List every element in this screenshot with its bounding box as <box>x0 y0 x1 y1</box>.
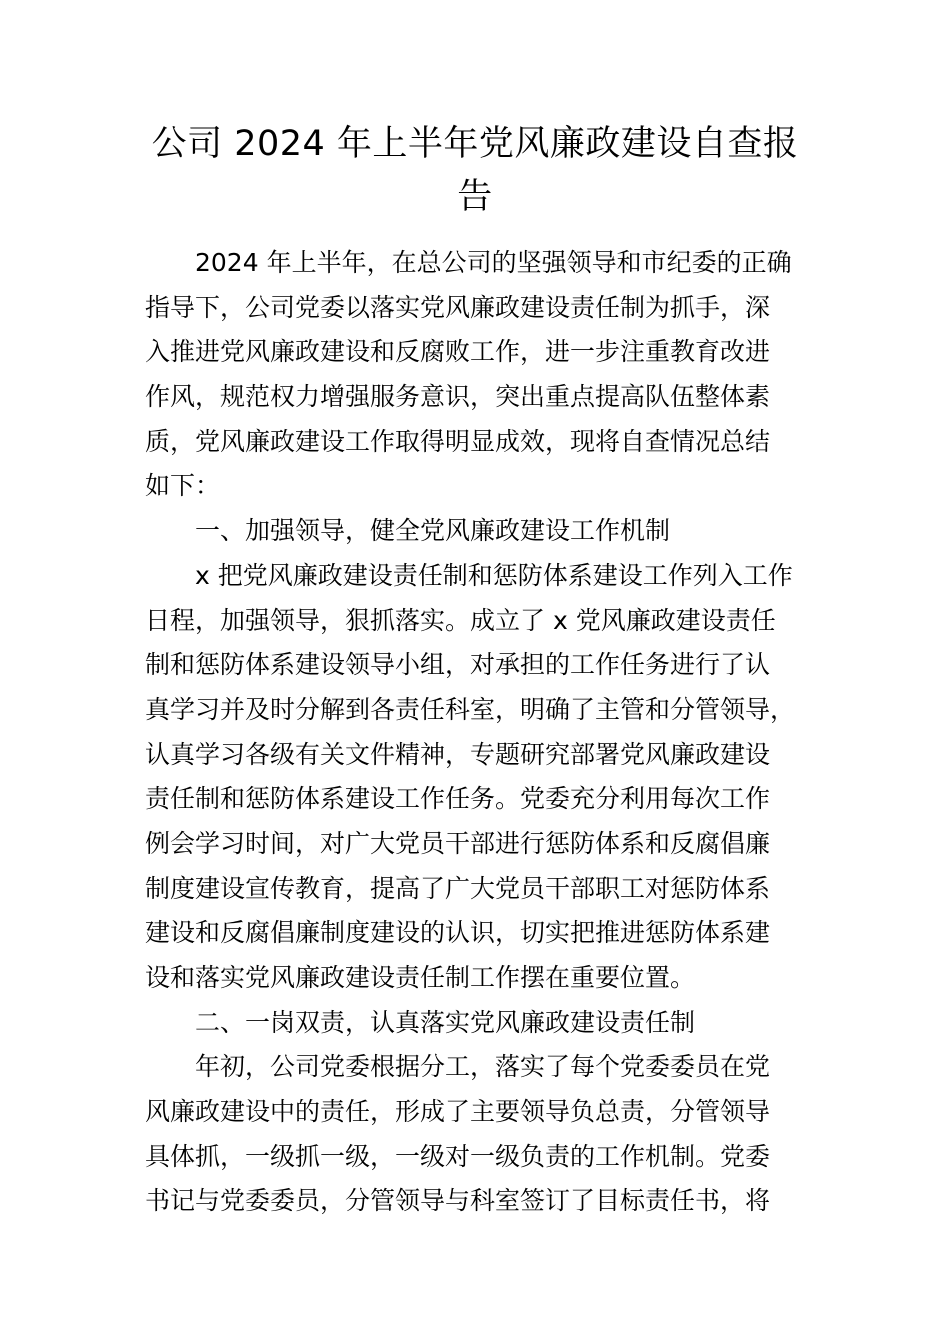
paragraph-line: 如下： <box>145 471 221 501</box>
document-title <box>140 118 810 224</box>
paragraph-line: 作风，规范权力增强服务意识，突出重点提高队伍整体素 <box>145 382 771 412</box>
paragraph-line: x 把党风廉政建设责任制和惩防体系建设工作列入工作 <box>195 560 793 590</box>
paragraph-line: 年初，公司党委根据分工，落实了每个党委委员在党 <box>195 1052 771 1082</box>
paragraph-line: 认真学习各级有关文件精神，专题研究部署党风廉政建设 <box>145 739 771 769</box>
paragraph-line: 具体抓，一级抓一级，一级对一级负责的工作机制。党委 <box>145 1141 771 1171</box>
paragraph-line: 建设和反腐倡廉制度建设的认识，切实把推进惩防体系建 <box>145 918 771 948</box>
paragraph-line: 制和惩防体系建设领导小组，对承担的工作任务进行了认 <box>145 650 771 680</box>
paragraph-line: 设和落实党风廉政建设责任制工作摆在重要位置。 <box>145 963 696 992</box>
title-line-1: 公司 2024 年上半年党风廉政建设自查报 <box>151 124 799 164</box>
paragraph-line: 责任制和惩防体系建设工作任务。党委充分利用每次工作 <box>145 784 771 814</box>
paragraph-line: 指导下，公司党委以落实党风廉政建设责任制为抓手，深 <box>145 292 771 322</box>
paragraph-line: 书记与党委委员，分管领导与科室签订了目标责任书，将 <box>145 1186 771 1216</box>
paragraph-line: 入推进党风廉政建设和反腐败工作，进一步注重教育改进 <box>145 337 771 367</box>
paragraph-line: 质，党风廉政建设工作取得明显成效，现将自查情况总结 <box>145 426 771 456</box>
paragraph-line: 风廉政建设中的责任，形成了主要领导负总责，分管领导 <box>145 1097 771 1127</box>
paragraph-line: 制度建设宣传教育，提高了广大党员干部职工对惩防体系 <box>145 873 771 903</box>
paragraph-line: 真学习并及时分解到各责任科室，明确了主管和分管领导， <box>145 694 796 724</box>
paragraph-line: 2024 年上半年，在总公司的坚强领导和市纪委的正确 <box>195 248 792 277</box>
paragraph-line: 日程，加强领导，狠抓落实。成立了 x 党风廉政建设责任 <box>145 605 776 635</box>
section-heading-1: 一、加强领导，健全党风廉政建设工作机制 <box>195 516 671 546</box>
paragraph-line: 例会学习时间，对广大党员干部进行惩防体系和反腐倡廉 <box>145 828 771 858</box>
document-body <box>145 241 810 1224</box>
title-line-2: 告 <box>457 177 493 217</box>
section-heading-2: 二、一岗双责，认真落实党风廉政建设责任制 <box>195 1007 696 1037</box>
